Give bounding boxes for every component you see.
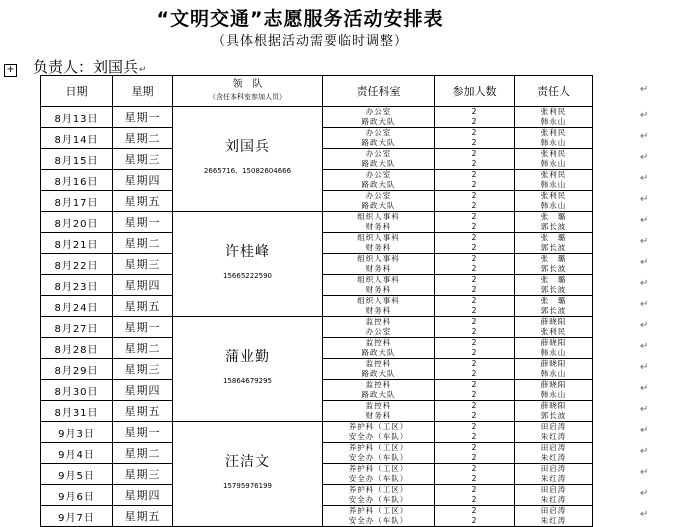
cell-person-line: 郭长波 xyxy=(540,222,567,231)
cell-department xyxy=(323,212,435,233)
leader-name: 刘国兵 xyxy=(225,139,270,155)
cell-participants-line: 2 xyxy=(471,212,478,221)
cell-person-line: 朱红涛 xyxy=(540,432,567,441)
cell-participants xyxy=(435,212,515,233)
cell-participants xyxy=(435,422,515,443)
table-row xyxy=(41,422,593,443)
cell-department-line: 养护科（工区） xyxy=(348,506,409,515)
row-end-mark-icon: ↵ xyxy=(640,425,649,436)
cell-person-line: 韩永山 xyxy=(540,138,567,147)
cell-weekday: 星期三 xyxy=(113,149,173,170)
row-end-mark-icon: ↵ xyxy=(640,173,649,184)
cell-date: 8月20日 xyxy=(41,212,113,233)
cell-weekday: 星期四 xyxy=(113,380,173,401)
row-end-mark-icon: ↵ xyxy=(640,467,649,478)
cell-department xyxy=(323,422,435,443)
cell-participants xyxy=(435,275,515,296)
cell-weekday: 星期五 xyxy=(113,401,173,422)
cell-department xyxy=(323,254,435,275)
cell-participants xyxy=(435,464,515,485)
cell-participants-line: 2 xyxy=(471,443,478,452)
cell-participants-line: 2 xyxy=(471,380,478,389)
cell-participants-line: 2 xyxy=(471,411,478,420)
cell-person xyxy=(515,380,593,401)
cell-date: 8月14日 xyxy=(41,128,113,149)
cell-department-line: 养护科（工区） xyxy=(348,443,409,452)
cell-department-line: 路政大队 xyxy=(361,348,396,357)
paragraph-mark-icon: ↵ xyxy=(139,65,147,75)
cell-participants xyxy=(435,128,515,149)
cell-department xyxy=(323,191,435,212)
cell-person xyxy=(515,464,593,485)
cell-department-line: 养护科（工区） xyxy=(348,485,409,494)
row-end-mark-icon: ↵ xyxy=(640,152,649,163)
cell-weekday: 星期四 xyxy=(113,485,173,506)
cell-person-line: 朱红涛 xyxy=(540,516,567,525)
responsible-person xyxy=(33,56,147,77)
leader-phone: 15795976199 xyxy=(223,482,272,490)
header-leader-title: 领 队 xyxy=(232,79,263,90)
cell-person-line: 田启涛 xyxy=(540,485,567,494)
cell-person-line: 张利民 xyxy=(540,149,567,158)
cell-participants-line: 2 xyxy=(471,138,478,147)
cell-department-line: 安全办（车队） xyxy=(348,474,409,483)
cell-date: 8月28日 xyxy=(41,338,113,359)
cell-date: 8月29日 xyxy=(41,359,113,380)
cell-participants-line: 2 xyxy=(471,432,478,441)
cell-person-line: 薛晓阳 xyxy=(540,338,567,347)
cell-department xyxy=(323,317,435,338)
cell-department-line: 安全办（车队） xyxy=(348,432,409,441)
schedule-table xyxy=(40,75,593,527)
cell-participants xyxy=(435,359,515,380)
cell-participants xyxy=(435,233,515,254)
cell-weekday: 星期一 xyxy=(113,212,173,233)
cell-participants-line: 2 xyxy=(471,233,478,242)
cell-department-line: 组织人事科 xyxy=(357,275,400,284)
cell-participants-line: 2 xyxy=(471,222,478,231)
cell-person-line: 张利民 xyxy=(540,107,567,116)
row-end-mark-icon: ↵ xyxy=(640,341,649,352)
cell-department-line: 财务科 xyxy=(365,411,392,420)
cell-participants-line: 2 xyxy=(471,243,478,252)
header-weekday: 星期 xyxy=(113,76,173,107)
cell-date: 8月16日 xyxy=(41,170,113,191)
cell-person xyxy=(515,506,593,527)
cell-department-line: 办公室 xyxy=(365,128,392,137)
cell-person-line: 韩永山 xyxy=(540,390,567,399)
row-end-mark-icon: ↵ xyxy=(640,110,649,121)
cell-participants xyxy=(435,296,515,317)
cell-department-line: 安全办（车队） xyxy=(348,516,409,525)
cell-participants-line: 2 xyxy=(471,264,478,273)
cell-date: 8月22日 xyxy=(41,254,113,275)
cell-department-line: 办公室 xyxy=(365,107,392,116)
cell-weekday: 星期一 xyxy=(113,317,173,338)
cell-participants-line: 2 xyxy=(471,296,478,305)
cell-person-line: 郭长波 xyxy=(540,243,567,252)
cell-person xyxy=(515,485,593,506)
cell-department xyxy=(323,128,435,149)
cell-participants-line: 2 xyxy=(471,495,478,504)
cell-department xyxy=(323,485,435,506)
row-end-mark-icon: ↵ xyxy=(640,278,649,289)
cell-department-line: 监控科 xyxy=(365,317,392,326)
cell-weekday: 星期四 xyxy=(113,275,173,296)
cell-participants xyxy=(435,443,515,464)
cell-participants-line: 2 xyxy=(471,285,478,294)
cell-participants-line: 2 xyxy=(471,474,478,483)
header-date: 日期 xyxy=(41,76,113,107)
cell-department-line: 办公室 xyxy=(365,149,392,158)
cell-participants-line: 2 xyxy=(471,170,478,179)
schedule-table-body xyxy=(41,76,593,527)
cell-date: 9月5日 xyxy=(41,464,113,485)
row-end-mark-icon: ↵ xyxy=(640,320,649,331)
cell-weekday: 星期三 xyxy=(113,359,173,380)
row-end-mark-icon: ↵ xyxy=(640,257,649,268)
cell-participants-line: 2 xyxy=(471,275,478,284)
cell-department-line: 组织人事科 xyxy=(357,233,400,242)
cell-participants-line: 2 xyxy=(471,516,478,525)
cell-weekday: 星期一 xyxy=(113,107,173,128)
cell-participants xyxy=(435,401,515,422)
cell-person xyxy=(515,191,593,212)
cell-department-line: 路政大队 xyxy=(361,369,396,378)
cell-person-line: 朱红涛 xyxy=(540,453,567,462)
cell-person-line: 薛晓阳 xyxy=(540,380,567,389)
cell-date: 8月15日 xyxy=(41,149,113,170)
cell-date: 8月21日 xyxy=(41,233,113,254)
cell-person-line: 朱红涛 xyxy=(540,474,567,483)
table-row xyxy=(41,107,593,128)
cell-participants-line: 2 xyxy=(471,327,478,336)
row-end-mark-icon: ↵ xyxy=(640,215,649,226)
cell-weekday: 星期三 xyxy=(113,254,173,275)
cell-person xyxy=(515,212,593,233)
cell-department-line: 养护科（工区） xyxy=(348,422,409,431)
cell-date: 8月24日 xyxy=(41,296,113,317)
cell-department-line: 路政大队 xyxy=(361,180,396,189)
cell-person-line: 韩永山 xyxy=(540,201,567,210)
cell-person-line: 郭长波 xyxy=(540,306,567,315)
cell-weekday: 星期二 xyxy=(113,128,173,149)
cell-department xyxy=(323,506,435,527)
cell-participants-line: 2 xyxy=(471,159,478,168)
cell-department-line: 监控科 xyxy=(365,338,392,347)
cell-date: 9月6日 xyxy=(41,485,113,506)
cell-date: 8月13日 xyxy=(41,107,113,128)
cell-person xyxy=(515,128,593,149)
cell-department xyxy=(323,380,435,401)
cell-person xyxy=(515,254,593,275)
cell-department xyxy=(323,296,435,317)
cell-date: 8月31日 xyxy=(41,401,113,422)
cell-participants xyxy=(435,191,515,212)
cell-weekday: 星期五 xyxy=(113,506,173,527)
cell-department-line: 路政大队 xyxy=(361,159,396,168)
leader-phone: 2665716、15082604666 xyxy=(203,167,292,175)
cell-person-line: 田启涛 xyxy=(540,506,567,515)
cell-weekday: 星期二 xyxy=(113,233,173,254)
cell-participants xyxy=(435,485,515,506)
cell-participants xyxy=(435,380,515,401)
cell-person-line: 郭长波 xyxy=(540,411,567,420)
leader-name: 蒲业勤 xyxy=(225,349,270,365)
leader-name: 汪洁文 xyxy=(225,454,270,470)
row-end-mark-icon: ↵ xyxy=(640,194,649,205)
cell-participants xyxy=(435,254,515,275)
cell-participants-line: 2 xyxy=(471,401,478,410)
cell-department-line: 路政大队 xyxy=(361,117,396,126)
cell-person-line: 郭长波 xyxy=(540,285,567,294)
cell-person-line: 田启涛 xyxy=(540,443,567,452)
cell-weekday: 星期五 xyxy=(113,296,173,317)
cell-person xyxy=(515,233,593,254)
cell-person xyxy=(515,401,593,422)
cell-department-line: 财务科 xyxy=(365,222,392,231)
cell-person-line: 田启涛 xyxy=(540,422,567,431)
cell-participants-line: 2 xyxy=(471,128,478,137)
cell-participants-line: 2 xyxy=(471,422,478,431)
cell-participants-line: 2 xyxy=(471,369,478,378)
cell-department-line: 办公室 xyxy=(365,191,392,200)
cell-participants-line: 2 xyxy=(471,107,478,116)
cell-department-line: 监控科 xyxy=(365,380,392,389)
cell-participants-line: 2 xyxy=(471,317,478,326)
cell-department xyxy=(323,338,435,359)
cell-person-line: 张 璐 xyxy=(540,254,567,263)
cell-department-line: 路政大队 xyxy=(361,138,396,147)
cell-person xyxy=(515,275,593,296)
cell-participants xyxy=(435,317,515,338)
cell-department-line: 财务科 xyxy=(365,285,392,294)
row-end-mark-icon: ↵ xyxy=(640,131,649,142)
cell-person-line: 张利民 xyxy=(540,128,567,137)
cell-date: 9月3日 xyxy=(41,422,113,443)
leader-phone: 15864679295 xyxy=(223,377,272,385)
cell-department-line: 路政大队 xyxy=(361,390,396,399)
cell-date: 8月23日 xyxy=(41,275,113,296)
cell-person xyxy=(515,359,593,380)
row-end-mark-icon: ↵ xyxy=(640,404,649,415)
cell-department-line: 财务科 xyxy=(365,306,392,315)
cell-person-line: 韩永山 xyxy=(540,348,567,357)
header-department: 责任科室 xyxy=(323,76,435,107)
cell-participants-line: 2 xyxy=(471,191,478,200)
header-participants: 参加人数 xyxy=(435,76,515,107)
cell-weekday: 星期四 xyxy=(113,170,173,191)
cell-department xyxy=(323,401,435,422)
cell-person-line: 郭长波 xyxy=(540,264,567,273)
cell-participants-line: 2 xyxy=(471,254,478,263)
cell-weekday: 星期五 xyxy=(113,191,173,212)
cell-participants-line: 2 xyxy=(471,506,478,515)
cell-date: 8月27日 xyxy=(41,317,113,338)
row-end-mark-icon: ↵ xyxy=(640,362,649,373)
cell-participants-line: 2 xyxy=(471,348,478,357)
cell-leader xyxy=(173,422,323,527)
cell-person-line: 张利民 xyxy=(540,170,567,179)
cell-person-line: 韩永山 xyxy=(540,180,567,189)
cell-person-line: 韩永山 xyxy=(540,369,567,378)
leader-name: 许桂峰 xyxy=(225,244,270,260)
cell-department xyxy=(323,170,435,191)
cell-department-line: 办公室 xyxy=(365,327,392,336)
row-end-mark-icon: ↵ xyxy=(640,446,649,457)
cell-department-line: 组织人事科 xyxy=(357,296,400,305)
cell-person-line: 朱红涛 xyxy=(540,495,567,504)
row-end-mark-icon: ↵ xyxy=(640,236,649,247)
cell-participants xyxy=(435,107,515,128)
header-person: 责任人 xyxy=(515,76,593,107)
cell-date: 8月30日 xyxy=(41,380,113,401)
cell-department-line: 路政大队 xyxy=(361,201,396,210)
cell-participants xyxy=(435,149,515,170)
cell-participants-line: 2 xyxy=(471,464,478,473)
cell-participants-line: 2 xyxy=(471,390,478,399)
cell-participants-line: 2 xyxy=(471,149,478,158)
cell-participants-line: 2 xyxy=(471,359,478,368)
cell-person-line: 薛晓阳 xyxy=(540,317,567,326)
cell-department xyxy=(323,359,435,380)
cell-department xyxy=(323,443,435,464)
cell-person xyxy=(515,170,593,191)
cell-date: 8月17日 xyxy=(41,191,113,212)
cell-person-line: 张 璐 xyxy=(540,275,567,284)
cell-person-line: 张利民 xyxy=(540,191,567,200)
cell-department-line: 财务科 xyxy=(365,243,392,252)
cell-weekday: 星期二 xyxy=(113,338,173,359)
cell-participants-line: 2 xyxy=(471,453,478,462)
table-header-row xyxy=(41,76,593,107)
cell-weekday: 星期二 xyxy=(113,443,173,464)
header-leader-note: （含任本科室参加人员） xyxy=(209,93,286,101)
cell-person-line: 田启涛 xyxy=(540,464,567,473)
cell-person xyxy=(515,296,593,317)
cell-department xyxy=(323,149,435,170)
cell-department-line: 办公室 xyxy=(365,170,392,179)
cell-person xyxy=(515,338,593,359)
cell-date: 9月7日 xyxy=(41,506,113,527)
cell-person-line: 张利民 xyxy=(540,327,567,336)
cell-participants xyxy=(435,506,515,527)
row-end-mark-icon: ↵ xyxy=(640,488,649,499)
cell-participants-line: 2 xyxy=(471,117,478,126)
cell-person xyxy=(515,107,593,128)
cell-person-line: 薛晓阳 xyxy=(540,359,567,368)
cell-leader xyxy=(173,212,323,317)
cell-department-line: 安全办（车队） xyxy=(348,495,409,504)
cell-weekday: 星期一 xyxy=(113,422,173,443)
cell-person-line: 薛晓阳 xyxy=(540,401,567,410)
cell-department xyxy=(323,107,435,128)
table-move-handle-icon[interactable]: + xyxy=(4,64,17,77)
cell-person xyxy=(515,317,593,338)
cell-participants-line: 2 xyxy=(471,338,478,347)
cell-department-line: 财务科 xyxy=(365,264,392,273)
cell-department-line: 组织人事科 xyxy=(357,254,400,263)
cell-person-line: 张 璐 xyxy=(540,233,567,242)
cell-date: 9月4日 xyxy=(41,443,113,464)
cell-person xyxy=(515,422,593,443)
cell-department-line: 养护科（工区） xyxy=(348,464,409,473)
cell-person-line: 韩永山 xyxy=(540,117,567,126)
cell-participants xyxy=(435,338,515,359)
cell-department-line: 监控科 xyxy=(365,401,392,410)
row-end-mark-icon: ↵ xyxy=(640,84,649,95)
responsible-text: 负责人：刘国兵 xyxy=(33,58,139,76)
header-leader xyxy=(173,76,323,107)
table-row xyxy=(41,317,593,338)
row-end-mark-icon: ↵ xyxy=(640,509,649,520)
cell-department-line: 安全办（车队） xyxy=(348,453,409,462)
cell-participants-line: 2 xyxy=(471,201,478,210)
cell-department xyxy=(323,275,435,296)
leader-phone: 15665222590 xyxy=(223,272,272,280)
table-row xyxy=(41,212,593,233)
document-subtitle: （具体根据活动需要临时调整） xyxy=(211,34,408,49)
cell-weekday: 星期三 xyxy=(113,464,173,485)
cell-leader xyxy=(173,317,323,422)
cell-department-line: 组织人事科 xyxy=(357,212,400,221)
row-end-mark-icon: ↵ xyxy=(640,383,649,394)
row-end-mark-icon: ↵ xyxy=(640,299,649,310)
cell-person-line: 张 璐 xyxy=(540,296,567,305)
document-title: “文明交通”志愿服务活动安排表 xyxy=(156,8,444,30)
cell-person-line: 韩永山 xyxy=(540,159,567,168)
cell-department xyxy=(323,233,435,254)
cell-department-line: 监控科 xyxy=(365,359,392,368)
cell-department xyxy=(323,464,435,485)
cell-participants-line: 2 xyxy=(471,306,478,315)
cell-person-line: 张 璐 xyxy=(540,212,567,221)
cell-participants-line: 2 xyxy=(471,180,478,189)
cell-person xyxy=(515,149,593,170)
cell-participants xyxy=(435,170,515,191)
cell-participants-line: 2 xyxy=(471,485,478,494)
cell-person xyxy=(515,443,593,464)
cell-leader xyxy=(173,107,323,212)
